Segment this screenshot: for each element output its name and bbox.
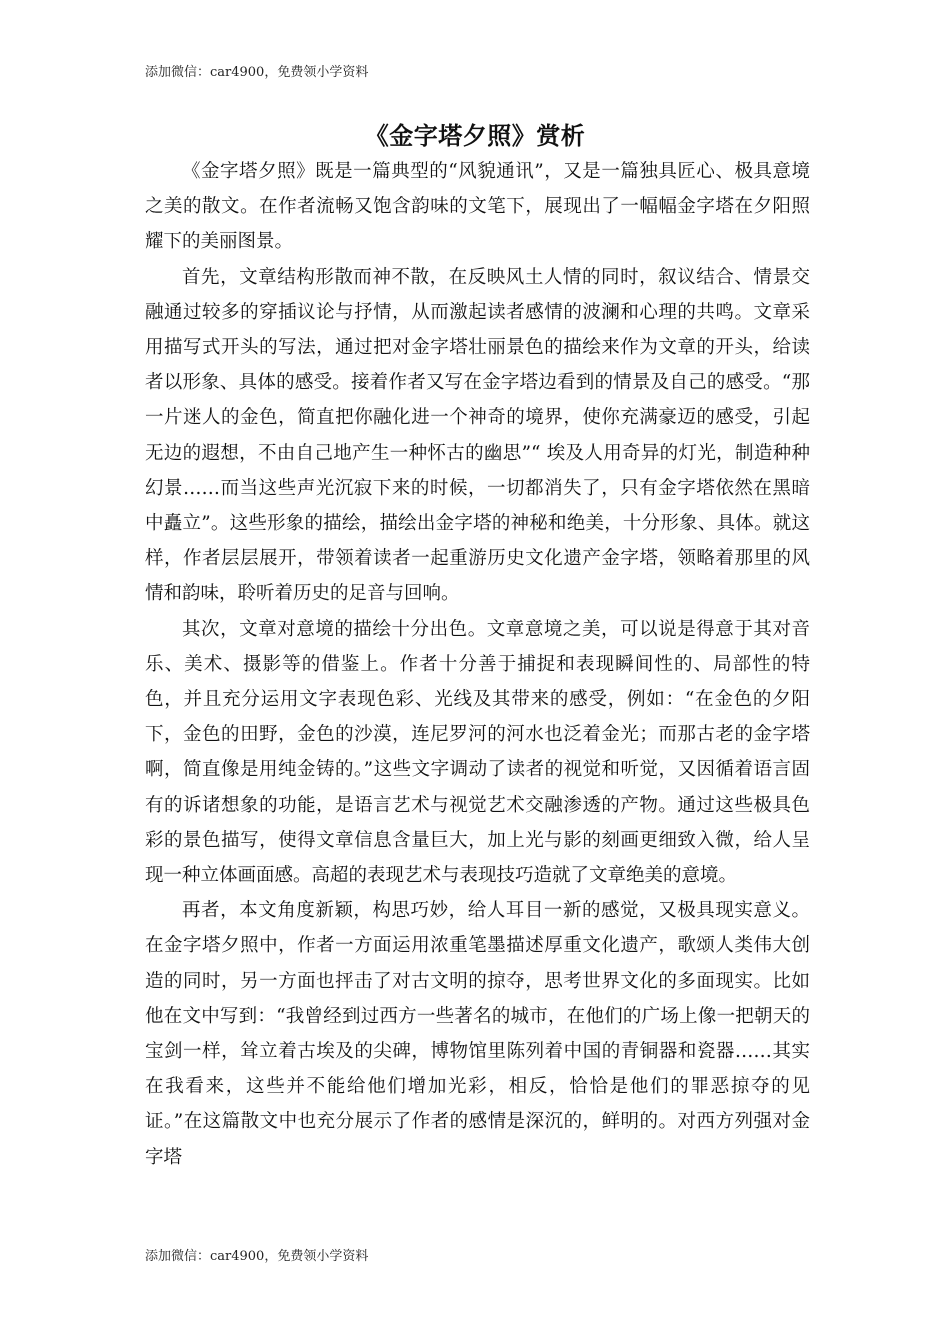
- footer-note: 添加微信：car4900，免费领小学资料: [145, 1249, 369, 1264]
- paragraph-intro: 《金字塔夕照》既是一篇典型的“风貌通讯”，又是一篇独具匠心、极具意境之美的散文。在作者流畅又饱含韵味的文笔下，展现出了一幅幅金字塔在夕阳照耀下的美丽图景。: [145, 161, 810, 253]
- article-body: [145, 154, 810, 1175]
- paragraph-structure: 首先，文章结构形散而神不散，在反映风土人情的同时，叙议结合、情景交融通过较多的穿插议论与抒情，从而激起读者感情的波澜和心理的共鸣。文章采用描写式开头的写法，通过把对金字塔壮丽景色的描绘来作为文章的开头，给读者以形象、具体的感受。接着作者又写在金字塔边看到的情景及自己的感受。“那一片迷人的金色，简直把你融化进一个神奇的境界，使你充满豪迈的感受，引起无边的遐想，不由自己地产生一种怀古的幽思”“ 埃及人用奇异的灯光，制造种种幻景……而当这些声光沉寂下来的时候，一切都消失了，只有金字塔依然在黑暗中矗立”。这些形象的描绘，描绘出金字塔的神秘和绝美，十分形象、具体。就这样，作者层层展开，带领着读者一起重游历史文化遗产金字塔，领略着那里的风情和韵味，聆听着历史的足音与回响。: [145, 266, 810, 605]
- paragraph-imagery: 其次，文章对意境的描绘十分出色。文章意境之美，可以说是得意于其对音乐、美术、摄影等的借鉴上。作者十分善于捕捉和表现瞬间性的、局部性的特色，并且充分运用文字表现色彩、光线及其带来的感受，例如：“在金色的夕阳下，金色的田野，金色的沙漠，连尼罗河的河水也泛着金光；而那古老的金字塔啊，简直像是用纯金铸的。”这些文字调动了读者的视觉和听觉，又因循着语言固有的诉诸想象的功能，是语言艺术与视觉艺术交融渗透的产物。通过这些极具色彩的景色描写，使得文章信息含量巨大，加上光与影的刻画更细致入微，给人呈现一种立体画面感。高超的表现艺术与表现技巧造就了文章绝美的意境。: [145, 618, 810, 887]
- paragraph-perspective: 再者，本文角度新颖，构思巧妙，给人耳目一新的感觉，又极具现实意义。 在金字塔夕照中，作者一方面运用浓重笔墨描述厚重文化遗产，歌颂人类伟大创造的同时，另一方面也抨击了对古文明的掠夺，思考世界文化的多面现实。比如他在文中写到：“我曾经到过西方一些著名的城市，在他们的广场上像一把朝天的宝剑一样，耸立着古埃及的尖碑，博物馆里陈列着中国的青铜器和瓷器……其实在我看来，这些并不能给他们增加光彩，相反，恰恰是他们的罪恶掠夺的见证。”在这篇散文中也充分展示了作者的感情是深沉的，鲜明的。对西方列强对金字塔: [145, 900, 810, 1168]
- page-title: 《金字塔夕照》赏析: [364, 121, 586, 150]
- header-note: 添加微信：car4900，免费领小学资料: [145, 65, 369, 80]
